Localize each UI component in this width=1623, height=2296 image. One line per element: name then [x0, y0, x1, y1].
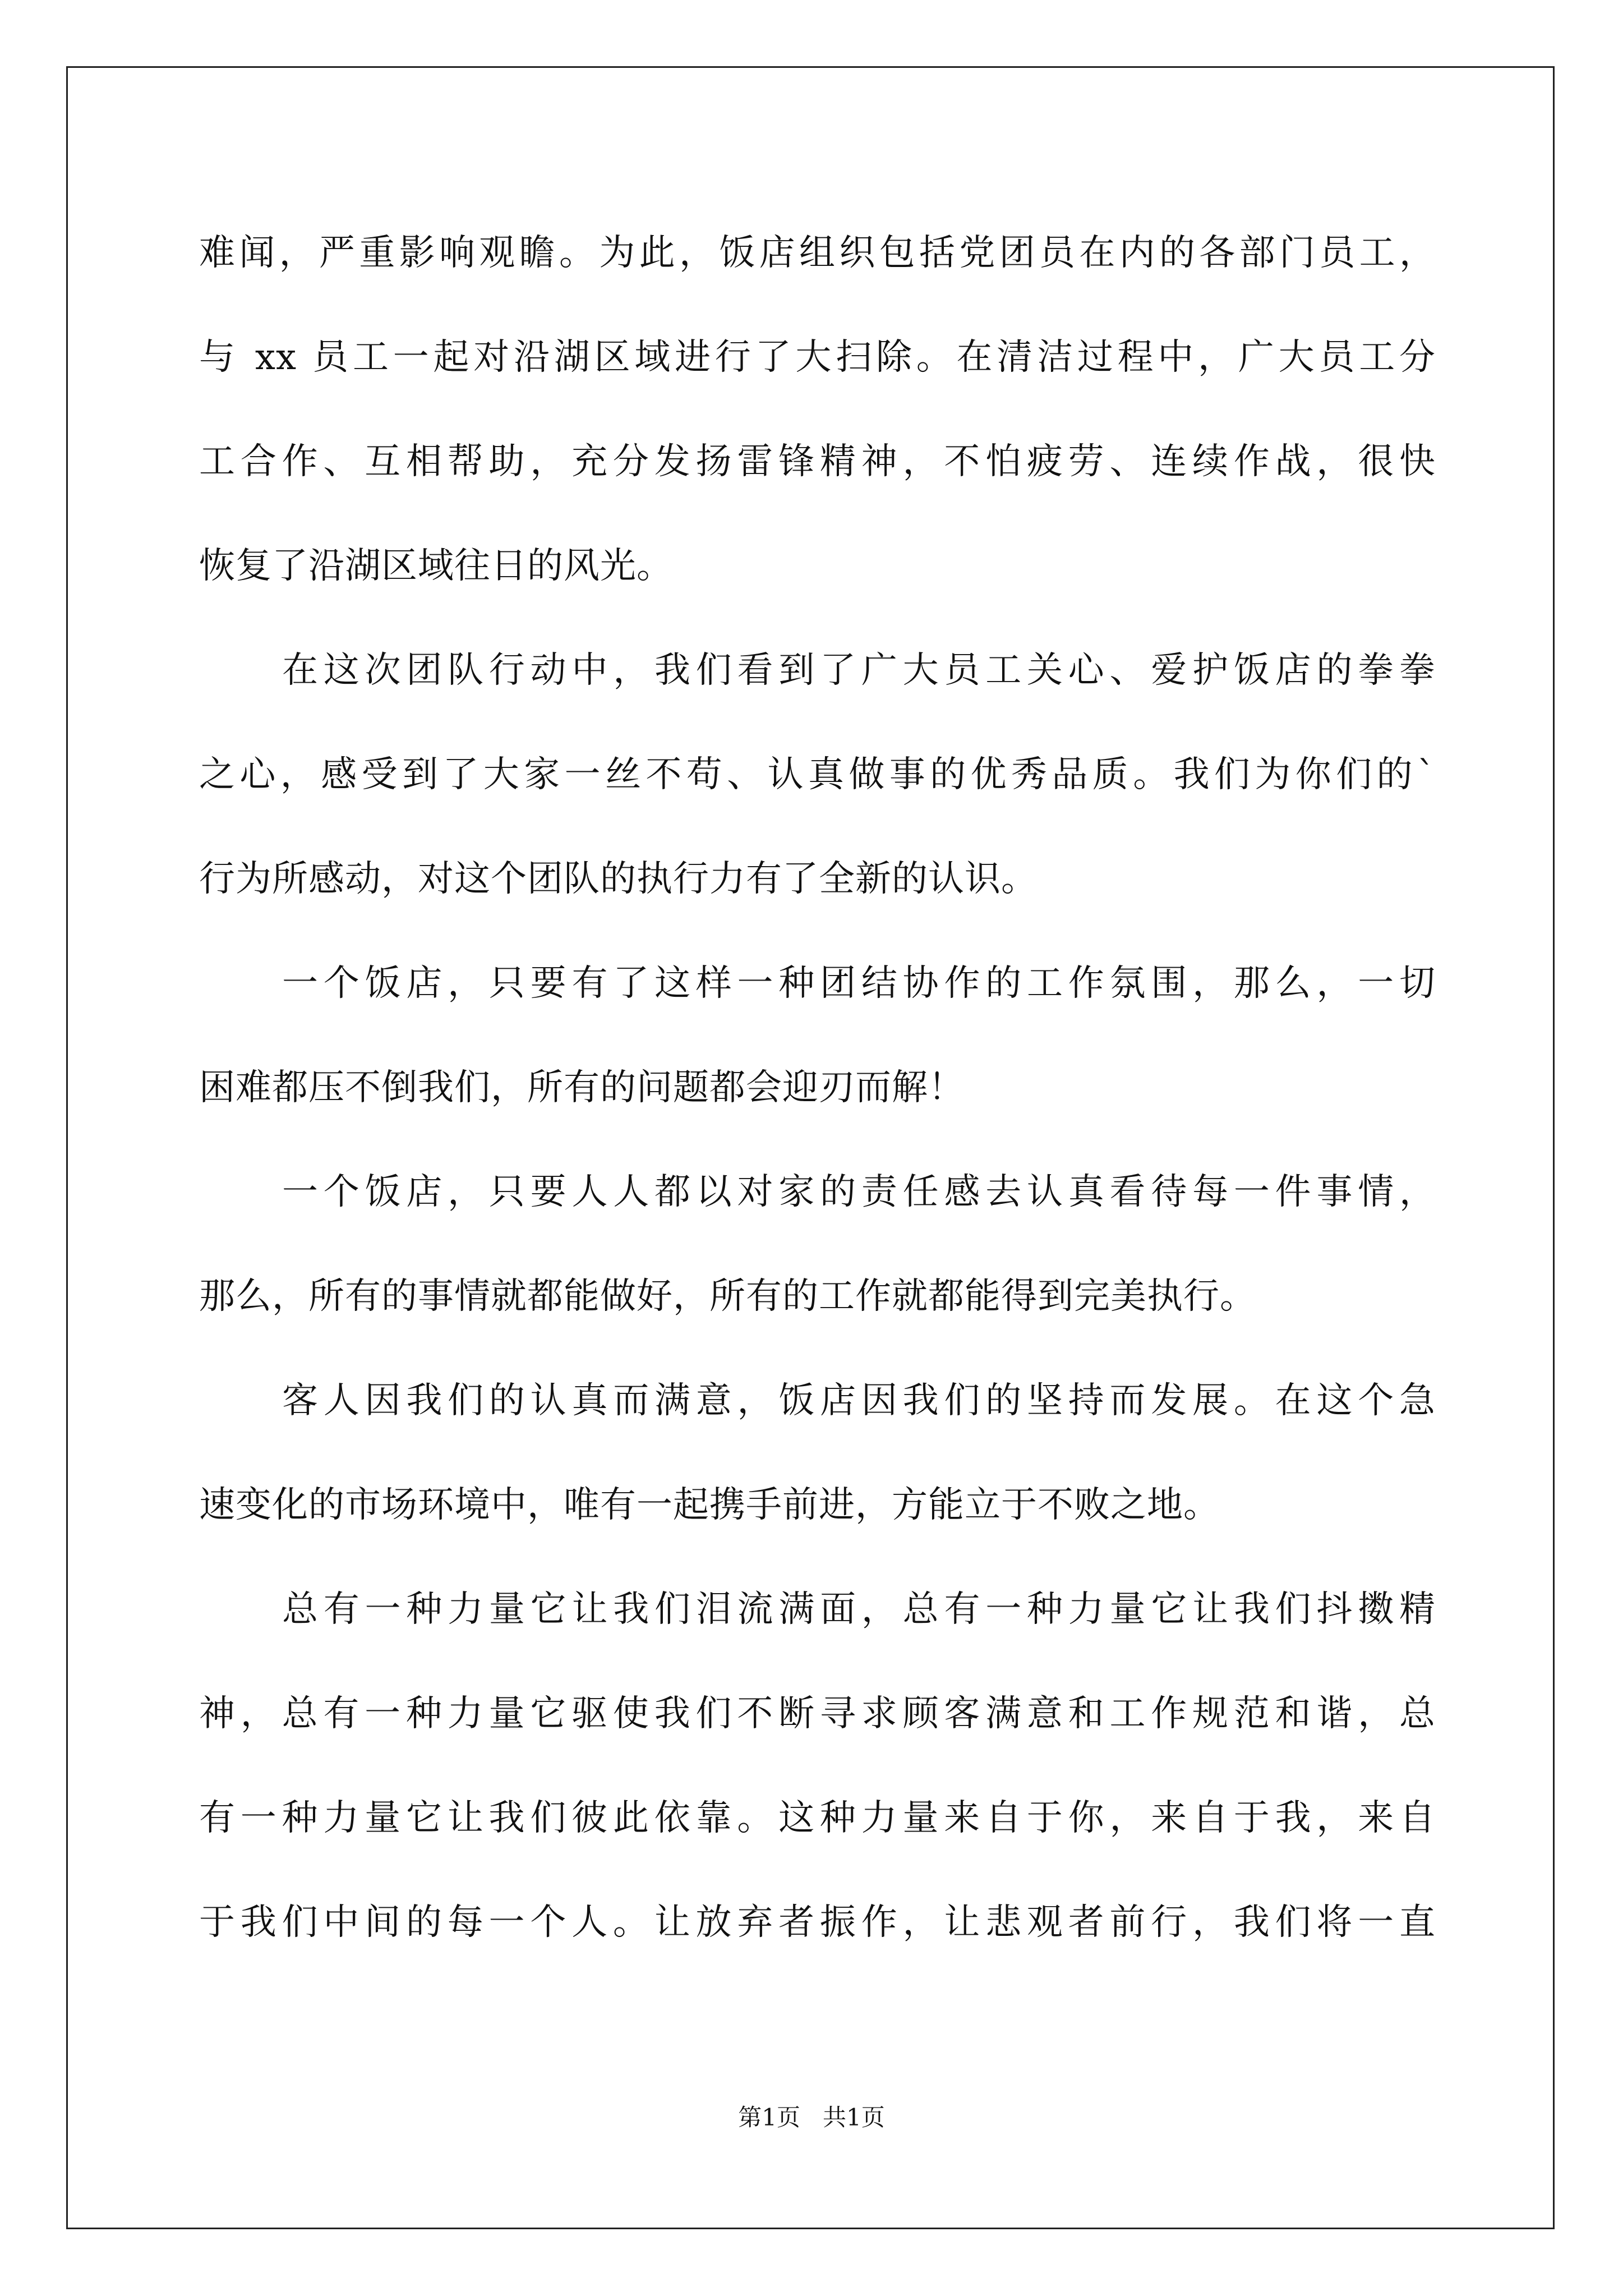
- text-line: 工合作、互相帮助，充分发扬雷锋精神，不怕疲劳、连续作战，很快: [199, 441, 1436, 482]
- text-line: 神，总有一种力量它驱使我们不断寻求顾客满意和工作规范和谐，总: [199, 1693, 1436, 1734]
- text-line: 在这次团队行动中，我们看到了广大员工关心、爱护饭店的拳拳: [282, 650, 1436, 691]
- document-body: [199, 201, 1436, 1975]
- page-total: 共1页: [823, 2104, 885, 2131]
- text-line: 困难都压不倒我们，所有的问题都会迎刃而解！: [199, 1067, 965, 1108]
- page-number: 第1页: [738, 2104, 800, 2131]
- page-footer: [0, 2101, 1623, 2134]
- text-line: 行为所感动，对这个团队的执行力有了全新的认识。: [199, 858, 1038, 900]
- text-line: 恢复了沿湖区域往日的风光。: [199, 545, 673, 587]
- text-line: 客人因我们的认真而满意，饭店因我们的坚持而发展。在这个急: [282, 1380, 1436, 1421]
- text-line: 难闻，严重影响观瞻。为此，饭店组织包括党团员在内的各部门员工，: [199, 232, 1436, 274]
- text-line: 一个饭店，只要有了这样一种团结协作的工作氛围，那么，一切: [282, 963, 1436, 1004]
- text-line: 于我们中间的每一个人。让放弃者振作，让悲观者前行，我们将一直: [199, 1902, 1436, 1943]
- text-line: 一个饭店，只要人人都以对家的责任感去认真看待每一件事情，: [282, 1171, 1436, 1213]
- text-line: 总有一种力量它让我们泪流满面，总有一种力量它让我们抖擞精: [282, 1589, 1436, 1630]
- text-line: 有一种力量它让我们彼此依靠。这种力量来自于你，来自于我，来自: [199, 1797, 1436, 1839]
- text-line: 与 xx 员工一起对沿湖区域进行了大扫除。在清洁过程中，广大员工分: [199, 337, 1436, 378]
- text-line: 之心，感受到了大家一丝不苟、认真做事的优秀品质。我们为你们的`: [199, 754, 1436, 795]
- text-line: 那么，所有的事情就都能做好，所有的工作就都能得到完美执行。: [199, 1276, 1256, 1317]
- text-line: 速变化的市场环境中，唯有一起携手前进，方能立于不败之地。: [199, 1484, 1220, 1526]
